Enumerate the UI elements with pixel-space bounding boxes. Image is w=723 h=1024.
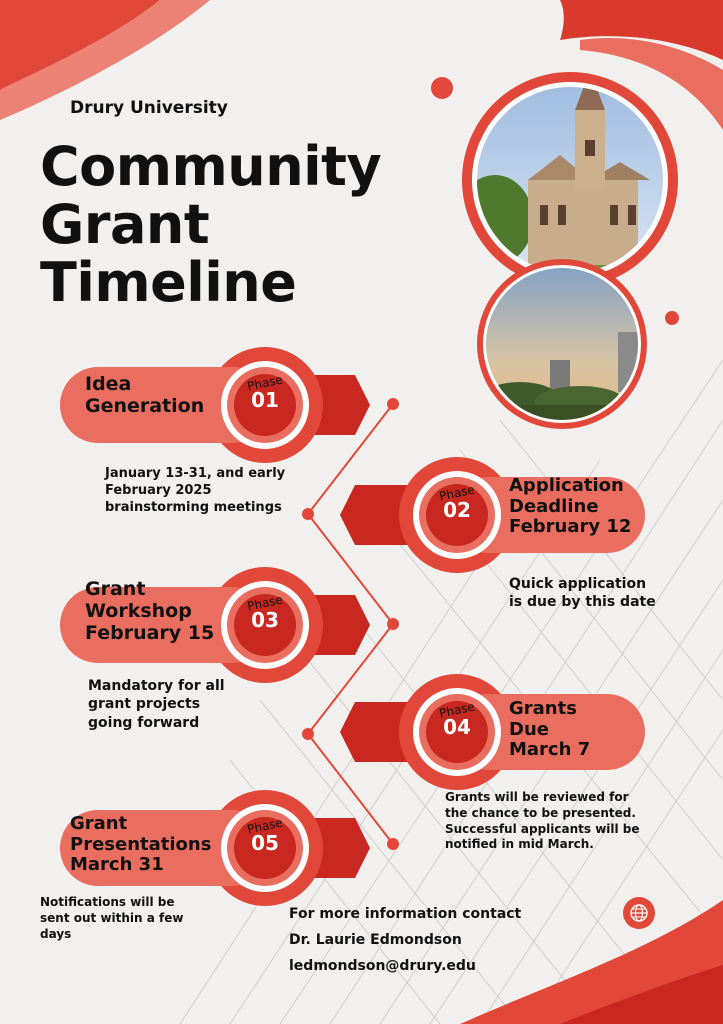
description-line: Mandatory for all xyxy=(88,678,225,694)
description-line: Notifications will be xyxy=(40,895,175,909)
phase-title-line: Generation xyxy=(85,394,205,417)
contact-name: Dr. Laurie Edmondson xyxy=(289,931,462,948)
phase-4-shape xyxy=(335,672,655,792)
phase-title-line: Grants xyxy=(509,698,577,719)
contact-info xyxy=(289,902,521,980)
phase-word: Phase xyxy=(246,592,284,614)
contact-email-link[interactable]: ledmondson@drury.edu xyxy=(289,957,476,974)
description-line: the chance to be presented. xyxy=(445,805,636,820)
phase-number: 01 xyxy=(251,388,279,412)
phase-3-badge xyxy=(235,592,295,632)
description-line: Successful applicants will be xyxy=(445,821,640,836)
description-line: February 2025 xyxy=(105,483,212,499)
description-line: days xyxy=(40,926,72,941)
phase-4-title xyxy=(509,699,590,761)
phase-word: Phase xyxy=(438,699,476,721)
phase-5-description xyxy=(40,895,183,942)
title-line: Community xyxy=(40,135,382,198)
phase-title-line: February 12 xyxy=(509,516,632,538)
phase-title-line: Presentations xyxy=(70,833,212,855)
description-line: grant projects xyxy=(88,696,201,713)
phase-word: Phase xyxy=(246,815,284,837)
description-line: is due by this date xyxy=(509,594,656,611)
description-line: sent out within a few xyxy=(40,910,184,925)
phase-title-line: Idea xyxy=(85,373,132,395)
description-line: brainstorming meetings xyxy=(105,500,282,516)
phase-title-line: March 7 xyxy=(509,739,591,761)
description-line: January 13-31, and early xyxy=(105,466,286,481)
phase-3-title xyxy=(85,579,214,645)
phase-1-badge xyxy=(235,372,295,412)
phase-number: 02 xyxy=(443,498,471,522)
phase-title-line: Grant xyxy=(85,578,146,600)
phase-number: 04 xyxy=(443,715,471,739)
title-line: Grant xyxy=(40,192,210,256)
phase-title-line: March 31 xyxy=(70,854,164,876)
photo-group xyxy=(440,70,700,430)
university-name: Drury University xyxy=(70,98,228,118)
phase-2-title xyxy=(509,476,631,538)
phase-1-title xyxy=(85,374,204,418)
phase-title-line: Workshop xyxy=(85,599,192,622)
description-line: going forward xyxy=(88,714,200,731)
contact-line: For more information contact xyxy=(289,906,522,922)
description-line: notified in mid March. xyxy=(445,837,594,852)
phase-5-badge xyxy=(235,815,295,855)
phase-2-badge xyxy=(427,482,487,522)
phase-5-title xyxy=(70,814,211,876)
phase-4-description xyxy=(445,790,640,853)
page-title xyxy=(40,135,382,314)
phase-3-description xyxy=(88,677,225,732)
phase-number: 03 xyxy=(251,608,279,632)
globe-icon[interactable] xyxy=(623,897,655,929)
globe-icon-graphic xyxy=(623,897,655,929)
title-line: Timeline xyxy=(40,250,297,314)
description-line: Grants will be reviewed for xyxy=(445,790,629,804)
phase-2-description xyxy=(509,575,656,612)
description-line: Quick application xyxy=(509,576,647,592)
phase-title-line: Application xyxy=(509,475,624,496)
phase-word: Phase xyxy=(438,482,476,504)
phase-title-line: Deadline xyxy=(509,495,599,517)
phase-title-line: Grant xyxy=(70,813,128,834)
phase-number: 05 xyxy=(251,831,279,855)
phase-word: Phase xyxy=(246,372,284,394)
phase-1-description xyxy=(105,465,285,516)
phase-4-badge xyxy=(427,699,487,739)
phase-title-line: Due xyxy=(509,718,549,740)
phase-title-line: February 15 xyxy=(85,621,215,644)
